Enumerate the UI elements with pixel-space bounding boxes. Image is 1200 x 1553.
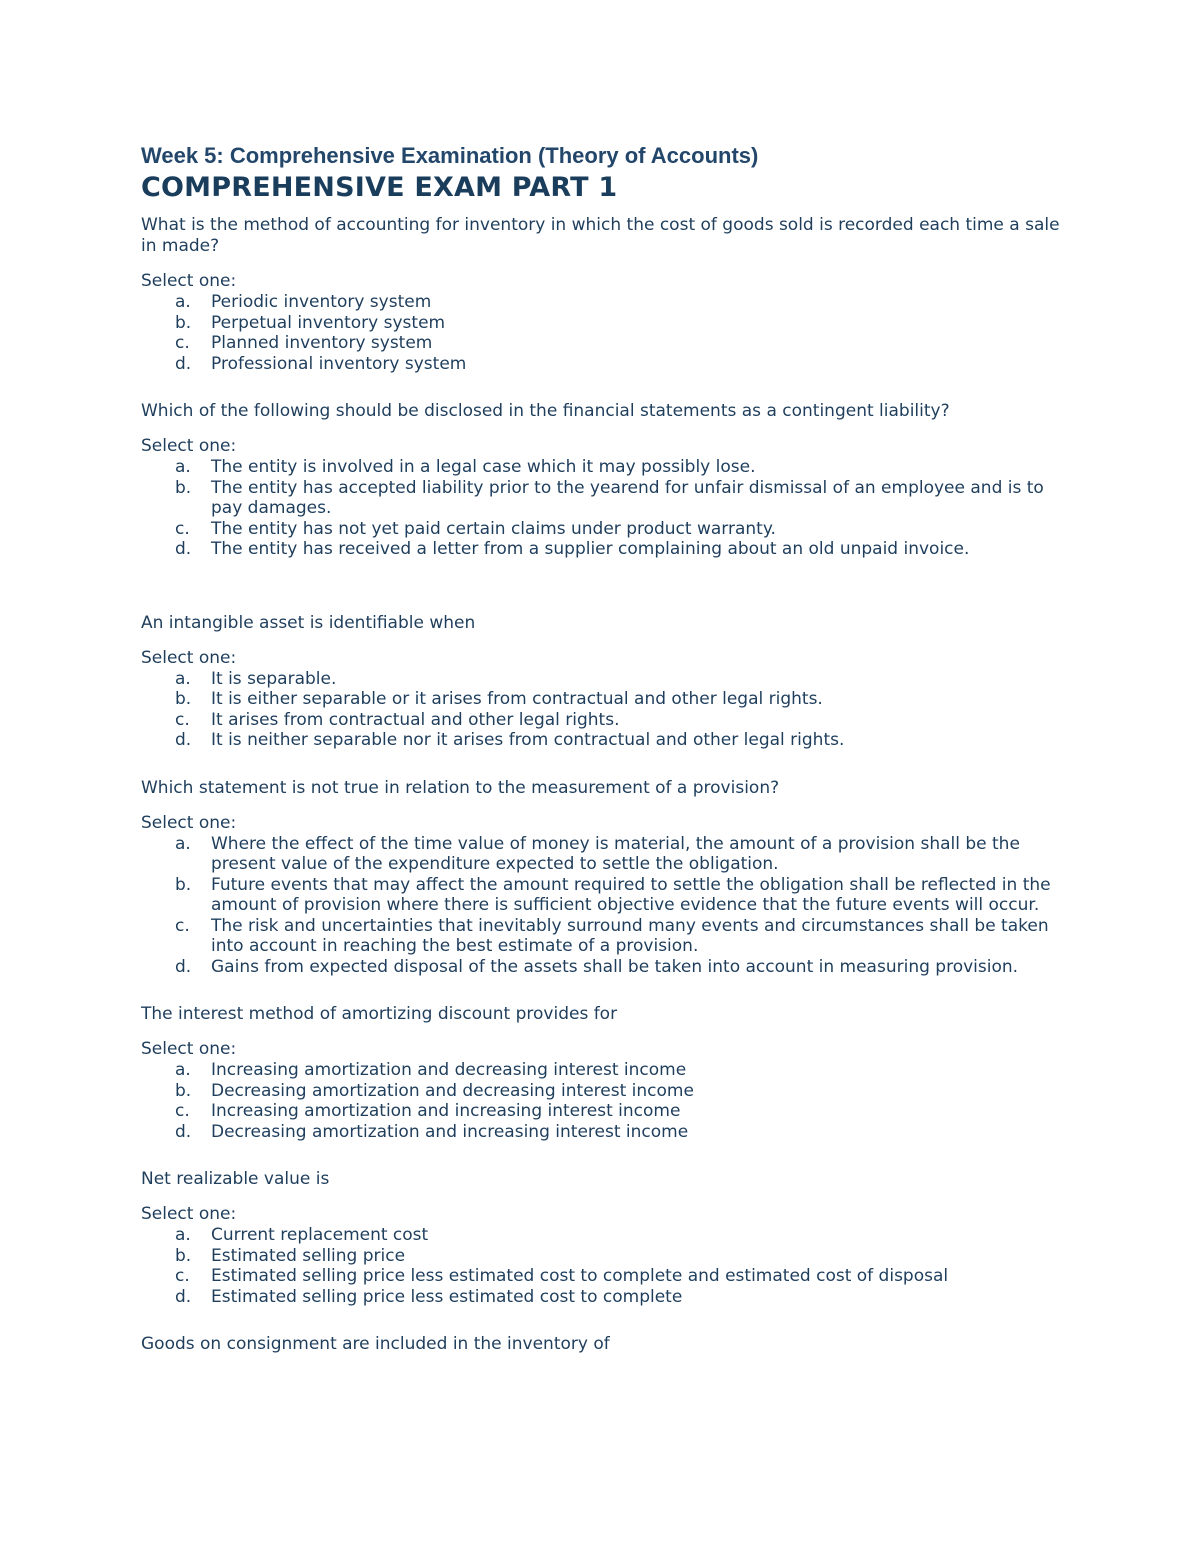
option-text: It is separable. xyxy=(211,668,337,689)
option-item xyxy=(141,354,1071,375)
option-text: Increasing amortization and increasing interest income xyxy=(211,1101,681,1121)
question-block xyxy=(141,1334,1071,1355)
option-item xyxy=(141,1266,1071,1287)
option-letter: a. xyxy=(175,292,191,312)
option-item xyxy=(141,519,1071,540)
select-one-label: Select one: xyxy=(141,812,237,833)
select-one-label: Select one: xyxy=(141,271,237,291)
select-one-label: Select one: xyxy=(141,436,237,456)
option-item xyxy=(141,669,1071,690)
option-letter: a. xyxy=(175,1060,191,1080)
select-one-label: Select one: xyxy=(141,1204,237,1224)
option-text: It arises from contractual and other legal rights. xyxy=(211,709,620,730)
option-letter: c. xyxy=(175,333,190,353)
option-text: Estimated selling price less estimated cost to complete and estimated cost of disposal xyxy=(211,1266,949,1286)
option-item xyxy=(141,710,1071,731)
option-item xyxy=(141,457,1071,478)
question-text: An intangible asset is identifiable when xyxy=(141,612,476,633)
option-text: Periodic inventory system xyxy=(211,292,432,312)
option-text: Perpetual inventory system xyxy=(211,312,446,333)
option-text: Decreasing amortization and decreasing interest income xyxy=(211,1080,694,1101)
question-text: Which of the following should be disclosed in the financial statements as a contingent liability? xyxy=(141,401,950,421)
option-text: Estimated selling price xyxy=(211,1245,406,1266)
option-text: The entity is involved in a legal case which it may possibly lose. xyxy=(211,457,756,477)
question-block xyxy=(141,613,1071,751)
question-text: The interest method of amortizing discount provides for xyxy=(141,1004,618,1024)
option-text: Future events that may affect the amount required to settle the obligation shall be reflected in the amount of provision where there is sufficient objective evidence that the future events will occur. xyxy=(211,874,1051,915)
option-text: Planned inventory system xyxy=(211,333,433,353)
option-text: The entity has not yet paid certain claims under product warranty. xyxy=(211,518,776,539)
option-text: Decreasing amortization and increasing interest income xyxy=(211,1121,689,1142)
question-text: Net realizable value is xyxy=(141,1169,330,1189)
option-item xyxy=(141,333,1071,354)
option-item xyxy=(141,292,1071,313)
options-list xyxy=(141,1225,1071,1307)
question-block xyxy=(141,1169,1071,1307)
option-text: The entity has accepted liability prior to the yearend for unfair dismissal of an employee and is to pay damages. xyxy=(211,477,1044,518)
option-letter: c. xyxy=(175,1101,190,1121)
option-text: It is either separable or it arises from contractual and other legal rights. xyxy=(211,689,823,709)
option-item xyxy=(141,1060,1071,1081)
page-subtitle: Week 5: Comprehensive Examination (Theory of Accounts) xyxy=(141,143,759,168)
option-letter: b. xyxy=(175,874,192,895)
question-text: What is the method of accounting for inventory in which the cost of goods sold is recorded each time a sale in made? xyxy=(141,215,1060,256)
option-text: It is neither separable nor it arises from contractual and other legal rights. xyxy=(211,730,845,750)
option-item xyxy=(141,1225,1071,1246)
option-item xyxy=(141,916,1071,957)
option-item xyxy=(141,539,1071,560)
question-text: Goods on consignment are included in the inventory of xyxy=(141,1334,610,1354)
option-item xyxy=(141,957,1071,978)
option-text: The risk and uncertainties that inevitably surround many events and circumstances shall be taken into account in reaching the best estimate of a provision. xyxy=(211,915,1049,956)
option-letter: d. xyxy=(175,730,192,750)
option-text: Where the effect of the time value of money is material, the amount of a provision shall be the present value of the expenditure expected to settle the obligation. xyxy=(211,833,1020,874)
options-list xyxy=(141,457,1071,560)
option-letter: b. xyxy=(175,689,192,709)
option-letter: c. xyxy=(175,1266,190,1286)
option-letter: d. xyxy=(175,1286,192,1307)
option-letter: b. xyxy=(175,312,192,333)
option-letter: c. xyxy=(175,915,190,936)
options-list xyxy=(141,1060,1071,1142)
option-text: The entity has received a letter from a supplier complaining about an old unpaid invoice. xyxy=(211,539,970,559)
option-letter: d. xyxy=(175,1121,192,1142)
option-letter: a. xyxy=(175,833,191,854)
option-item xyxy=(141,1122,1071,1143)
option-text: Estimated selling price less estimated cost to complete xyxy=(211,1286,683,1307)
option-item xyxy=(141,1246,1071,1267)
option-text: Current replacement cost xyxy=(211,1225,429,1245)
question-text: Which statement is not true in relation to the measurement of a provision? xyxy=(141,777,780,798)
option-letter: c. xyxy=(175,518,190,539)
question-block xyxy=(141,215,1071,374)
select-one-label: Select one: xyxy=(141,647,237,668)
option-item xyxy=(141,1287,1071,1308)
option-item xyxy=(141,1101,1071,1122)
option-letter: b. xyxy=(175,477,192,498)
option-letter: b. xyxy=(175,1245,192,1266)
option-text: Increasing amortization and decreasing interest income xyxy=(211,1060,687,1080)
option-letter: d. xyxy=(175,539,192,559)
document-page xyxy=(141,142,1071,1355)
option-text: Gains from expected disposal of the assets shall be taken into account in measuring provision. xyxy=(211,956,1019,977)
option-item xyxy=(141,478,1071,519)
option-letter: a. xyxy=(175,457,191,477)
option-letter: b. xyxy=(175,1080,192,1101)
select-one-label: Select one: xyxy=(141,1039,237,1059)
page-title: COMPREHENSIVE EXAM PART 1 xyxy=(141,172,618,203)
options-list xyxy=(141,669,1071,751)
option-item xyxy=(141,689,1071,710)
option-item xyxy=(141,1081,1071,1102)
question-block xyxy=(141,401,1071,560)
option-letter: d. xyxy=(175,353,192,374)
option-item xyxy=(141,730,1071,751)
options-list xyxy=(141,292,1071,374)
option-item xyxy=(141,875,1071,916)
question-block xyxy=(141,1004,1071,1142)
options-list xyxy=(141,834,1071,978)
question-block xyxy=(141,778,1071,978)
option-letter: d. xyxy=(175,956,192,977)
option-letter: a. xyxy=(175,1225,191,1245)
option-item xyxy=(141,313,1071,334)
option-letter: c. xyxy=(175,709,190,730)
option-text: Professional inventory system xyxy=(211,353,467,374)
option-letter: a. xyxy=(175,668,191,689)
option-item xyxy=(141,834,1071,875)
